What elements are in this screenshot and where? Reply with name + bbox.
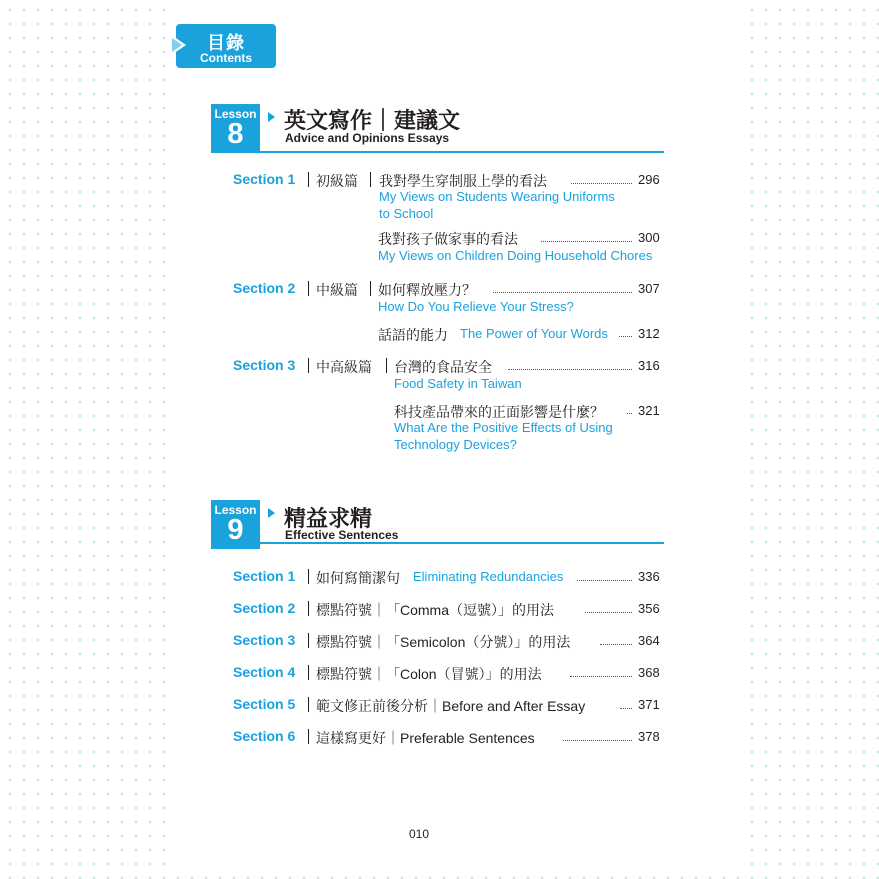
entry-title-en: Eliminating Redundancies <box>413 569 564 584</box>
page-number: 336 <box>638 569 660 584</box>
entry-title-zh[interactable]: 標點符號｜「Semicolon（分號）」的用法 <box>316 634 571 650</box>
section-label[interactable]: Section 3 <box>233 357 296 373</box>
divider <box>308 601 309 616</box>
lesson-8-rule <box>260 151 664 153</box>
lesson-9-title-en: Effective Sentences <box>285 528 399 542</box>
lesson-8-badge <box>211 104 260 153</box>
section-label[interactable]: Section 2 <box>233 280 296 296</box>
level-label: 中高級篇 <box>316 359 372 375</box>
entry-title-zh[interactable]: 科技產品帶來的正面影響是什麼？ <box>394 404 604 420</box>
level-label: 初級篇 <box>316 173 358 189</box>
entry-title-en: How Do You Relieve Your Stress? <box>378 299 574 314</box>
page-number: 296 <box>638 172 660 187</box>
page-number: 368 <box>638 665 660 680</box>
section-label[interactable]: Section 4 <box>233 664 296 680</box>
entry-title-en: What Are the Positive Effects of Using <box>394 420 613 435</box>
leader-dots <box>600 644 632 645</box>
lesson-label: Lesson <box>214 107 257 121</box>
lesson-8-title-en: Advice and Opinions Essays <box>285 131 450 145</box>
leader-dots <box>620 708 632 709</box>
page-number: 312 <box>638 326 660 341</box>
leader-dots <box>585 612 632 613</box>
entry-title-en: Food Safety in Taiwan <box>394 376 522 391</box>
entry-title-zh[interactable]: 我對孩子做家事的看法 <box>378 231 518 247</box>
entry-title-en: Technology Devices? <box>394 437 517 452</box>
divider <box>308 633 309 648</box>
divider <box>308 697 309 712</box>
contents-header-tab <box>176 24 276 68</box>
lesson-number: 9 <box>227 514 244 546</box>
page-number: 316 <box>638 358 660 373</box>
divider <box>308 358 309 373</box>
entry-title-zh[interactable]: 範文修正前後分析｜Before and After Essay <box>316 698 586 714</box>
entry-title-zh[interactable]: 這樣寫更好｜Preferable Sentences <box>316 730 535 746</box>
leader-dots <box>627 413 632 414</box>
divider <box>308 569 309 584</box>
section-label[interactable]: Section 3 <box>233 632 296 648</box>
leader-dots <box>577 580 632 581</box>
entry-title-zh[interactable]: 我對學生穿制服上學的看法 <box>379 173 547 189</box>
leader-dots <box>570 676 632 677</box>
divider <box>308 281 309 296</box>
section-label[interactable]: Section 6 <box>233 728 296 744</box>
page-number: 321 <box>638 403 660 418</box>
entry-title-en: The Power of Your Words <box>460 326 608 341</box>
section-label[interactable]: Section 1 <box>233 568 296 584</box>
leader-dots <box>571 183 632 184</box>
leader-dots <box>563 740 632 741</box>
lesson-8-title-zh: 英文寫作｜建議文 <box>284 108 461 133</box>
entry-title-zh[interactable]: 話語的能力 <box>378 327 448 343</box>
entry-title-zh[interactable]: 如何釋放壓力？ <box>378 282 476 298</box>
page-number: 371 <box>638 697 660 712</box>
entry-title-zh[interactable]: 標點符號｜「Colon（冒號）」的用法 <box>316 666 542 682</box>
leader-dots <box>619 336 632 337</box>
section-label[interactable]: Section 2 <box>233 600 296 616</box>
leader-dots <box>493 292 632 293</box>
lesson-arrow-icon <box>268 112 275 122</box>
leader-dots <box>508 369 632 370</box>
divider <box>370 172 371 187</box>
page-number: 300 <box>638 230 660 245</box>
divider <box>308 665 309 680</box>
divider <box>386 358 387 373</box>
divider <box>370 281 371 296</box>
entry-title-en: to School <box>379 206 434 221</box>
level-label: 中級篇 <box>316 282 358 298</box>
contents-title-en: Contents <box>200 51 252 65</box>
page-number: 364 <box>638 633 660 648</box>
lesson-9-rule <box>260 542 664 544</box>
lesson-number: 8 <box>227 118 244 150</box>
divider <box>308 729 309 744</box>
lesson-arrow-icon <box>268 508 275 518</box>
leader-dots <box>541 241 632 242</box>
contents-title-zh: 目錄 <box>207 33 245 53</box>
entry-title-zh[interactable]: 標點符號｜「Comma（逗號）」的用法 <box>316 602 555 618</box>
page-number: 356 <box>638 601 660 616</box>
section-label[interactable]: Section 5 <box>233 696 296 712</box>
lesson-9-badge <box>211 500 260 549</box>
lesson-label: Lesson <box>214 503 257 517</box>
entry-title-zh[interactable]: 台灣的食品安全 <box>394 359 492 375</box>
entry-title-en: My Views on Students Wearing Uniforms <box>379 189 615 204</box>
section-label[interactable]: Section 1 <box>233 171 296 187</box>
lesson-9-title-zh: 精益求精 <box>284 506 373 531</box>
page-number: 378 <box>638 729 660 744</box>
page-number: 307 <box>638 281 660 296</box>
page-folio: 010 <box>409 827 430 841</box>
divider <box>308 172 309 187</box>
entry-title-zh[interactable]: 如何寫簡潔句 <box>316 570 400 586</box>
entry-title-en: My Views on Children Doing Household Chores <box>378 248 653 263</box>
